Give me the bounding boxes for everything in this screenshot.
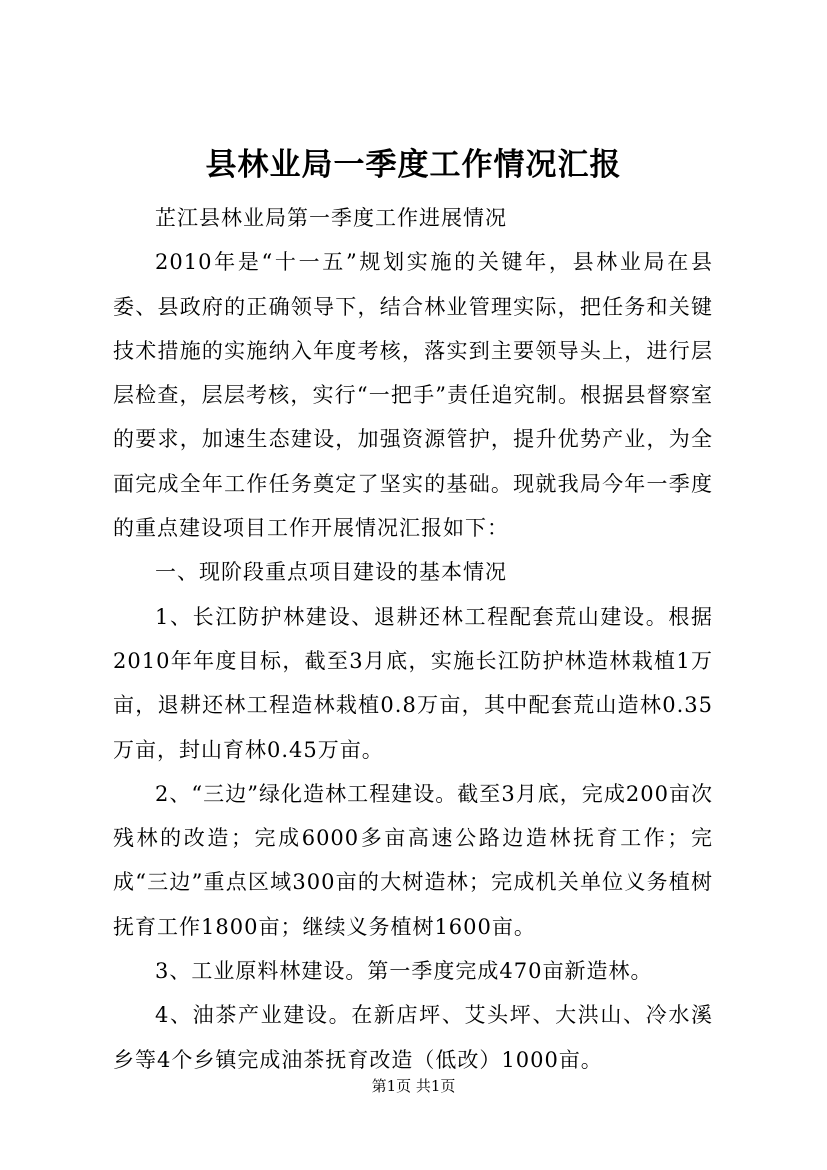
item-paragraph-2: 2、“三边”绿化造林工程建设。截至3月底，完成200亩次残林的改造；完成6000多亩高速公路边造林抚育工作；完成“三边”重点区域300亩的大树造林；完成机关单位义务植树抚育工作1800亩；继续义务植树1600亩。 — [113, 781, 713, 939]
item-paragraph-3: 3、工业原料林建设。第一季度完成470亩新造林。 — [155, 959, 653, 984]
item-paragraph-1: 1、长江防护林建设、退耕还林工程配套荒山建设。根据2010年年度目标，截至3月底，实施长江防护林造林栽植1万亩，退耕还林工程造林栽植0.8万亩，其中配套荒山造林0.35万亩，封山育林0.45万亩。 — [113, 604, 713, 762]
document-title: 县林业局一季度工作情况汇报 — [205, 147, 622, 183]
item-paragraph-4: 4、油茶产业建设。在新店坪、艾头坪、大洪山、冷水溪乡等4个乡镇完成油茶抚育改造（低改）1000亩。 — [113, 1003, 713, 1072]
subtitle-paragraph: 芷江县林业局第一季度工作进展情况 — [155, 206, 507, 230]
intro-paragraph: 2010年是“十一五”规划实施的关键年，县林业局在县委、县政府的正确领导下，结合林业管理实际，把任务和关键技术措施的实施纳入年度考核，落实到主要领导头上，进行层层检查，层层考核，实行“一把手”责任追究制。根据县督察室的要求，加速生态建设，加强资源管护，提升优势产业，为全面完成全年工作任务奠定了坚实的基础。现就我局今年一季度的重点建设项目工作开展情况汇报如下： — [113, 250, 713, 541]
section-heading: 一、现阶段重点项目建设的基本情况 — [155, 560, 507, 585]
document-body — [113, 196, 713, 1082]
page-number-footer: 第1页 共1页 — [371, 1077, 456, 1095]
